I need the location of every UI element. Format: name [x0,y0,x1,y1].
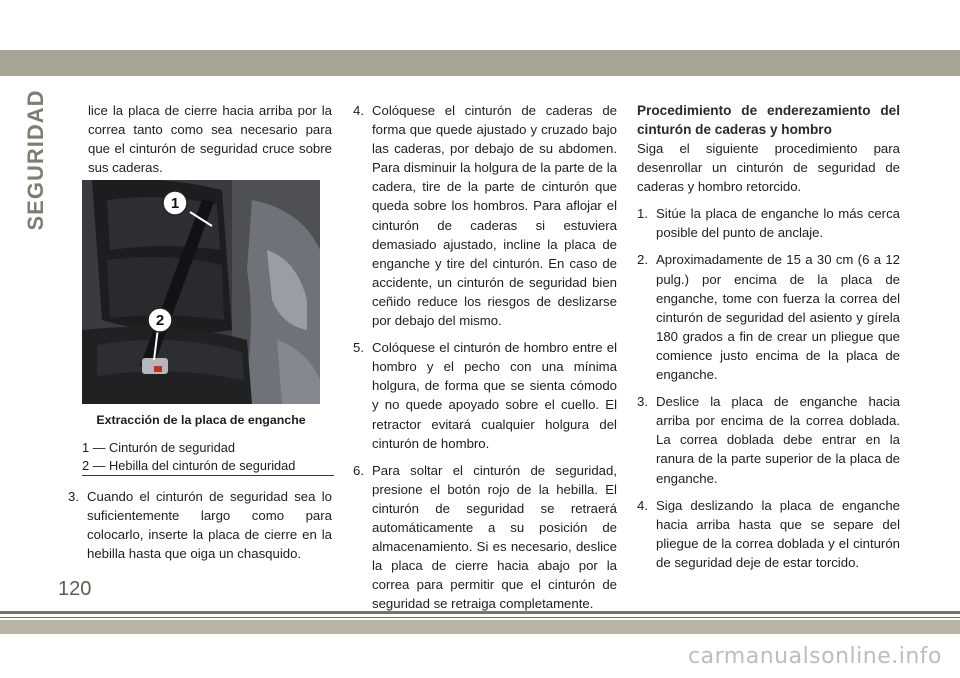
footer-band [0,620,960,634]
header-band [0,50,960,76]
list-item: 4. Colóquese el cinturón de caderas de forma que quede ajustado y cruzado bajo las caderas, por debajo de su abdomen. Para disminuir la holgura de la parte de la cadera, tire de la parte de cinturón que queda sobre los hombros. Para aflojar el cinturón de caderas si estuviera demasiado ajustado, incline la placa de enganche y tire del cinturón. En caso de accidente, un cinturón de seguridad bien ceñido reduce los riesgos de deslizarse por debajo del mismo. [353,103,617,329]
column-3 [637,101,900,580]
col1-step-3 [68,487,332,571]
figure-caption: Extracción de la placa de enganche [96,413,306,427]
list-item: 1. Sitúe la placa de enganche lo más cerca posible del punto de anclaje. [637,206,900,241]
column-1 [88,101,332,177]
legend-2: 2 — Hebilla del cinturón de seguridad [82,458,296,473]
section-heading: Procedimiento de enderezamiento del cinturón de caderas y hombro [637,103,900,137]
page-number: 120 [58,578,92,600]
step-text: Cuando el cinturón de seguridad sea lo suficientemente largo como para colocarlo, inserte la placa de cierre en la hebilla hasta que oiga un chasquido. [87,489,332,562]
step-number: 3. [68,489,79,504]
list-item: 6. Para soltar el cinturón de seguridad, presione el botón rojo de la hebilla. El cinturón de seguridad se retraerá automáticamente a su posición de almacenamiento. Si es necesario, deslice la placa de cierre hacia abajo por la correa para permitir que el cinturón de seguridad se retraiga completamente. [353,462,617,612]
legend-rule [82,475,334,476]
watermark: carmanualsonline.info [688,644,942,669]
list-item: 2. Aproximadamente de 15 a 30 cm (6 a 12 pulg.) por encima de la placa de enganche, tome con fuerza la correa del cinturón de seguridad del asiento y gírela 180 grados a fin de crear un pliegue que comience justo encima de la placa de enganche. [637,252,900,383]
seat-illustration [82,180,320,404]
list-item: 3. Deslice la placa de enganche hacia arriba por encima de la correa doblada. La correa doblada debe entrar en la ranura de la parte superior de la placa de enganche. [637,394,900,486]
list-item: 5. Colóquese el cinturón de hombro entre el hombro y el pecho con una mínima holgura, de forma que se sienta cómodo y no quede apoyado sobre el cuello. El retractor evitará cualquier holgura del cinturón de hombro. [353,340,617,451]
legend-1: 1 — Cinturón de seguridad [82,440,235,455]
callout-2: 2 [155,312,165,329]
col1-intro: lice la placa de cierre hacia arriba por la correa tanto como sea necesario para que el cinturón de seguridad cruce sobre sus caderas. [88,103,332,176]
callout-1: 1 [170,195,180,212]
seatbelt-photo [82,180,320,404]
footer-rule [0,611,960,614]
col3-intro: Siga el siguiente procedimiento para desenrollar un cinturón de seguridad de caderas y hombro retorcido. [637,141,900,195]
footer-rule-thin [0,617,960,618]
list-item: 4. Siga deslizando la placa de enganche hacia arriba hasta que se separe del pliegue de la correa doblada y el cinturón de seguridad deje de estar torcido. [637,497,900,570]
column-2 [353,101,617,621]
section-label: SEGURIDAD [23,89,48,231]
section-tab [22,89,50,231]
